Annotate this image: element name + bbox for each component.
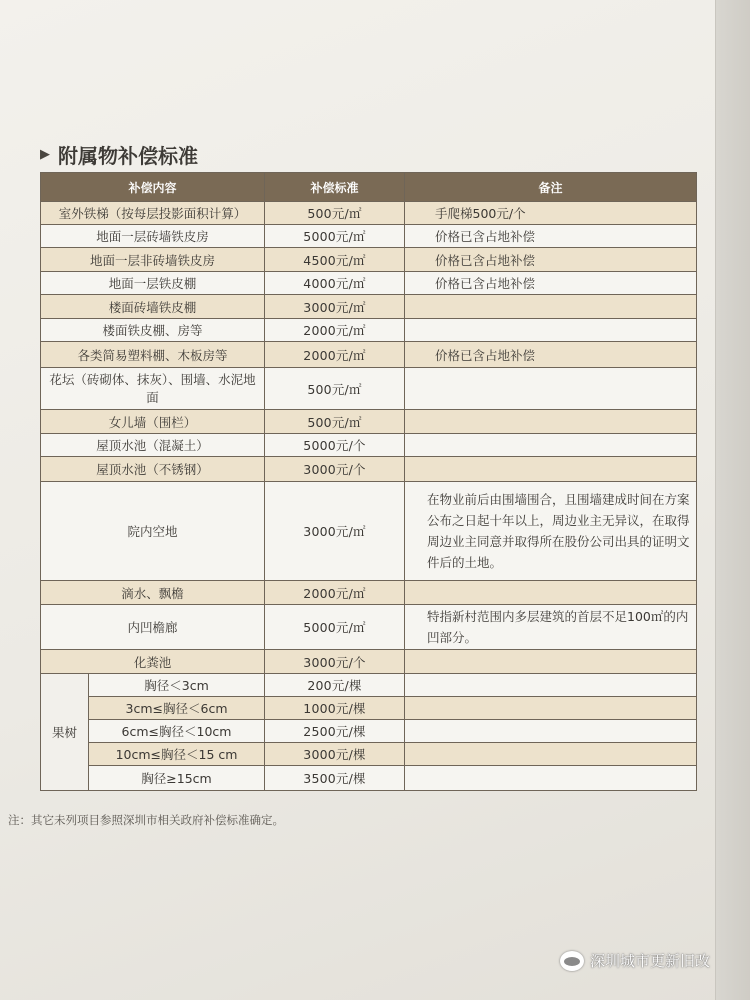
watermark [560,950,710,971]
remark-cell: 价格已含占地补偿 [405,342,697,368]
triangle-bullet-icon: ▶ [40,147,50,162]
fruit-price-cell: 3500元/棵 [265,766,405,791]
price-cell: 500元/㎡ [265,410,405,434]
item-cell: 地面一层砖墙铁皮房 [41,225,265,248]
compensation-table [40,172,697,791]
price-cell: 4000元/㎡ [265,272,405,295]
fruit-price-cell: 3000元/棵 [265,743,405,766]
price-cell: 2000元/㎡ [265,581,405,605]
fruit-range-cell: 胸径＜3cm [89,674,265,697]
section-heading [40,140,198,169]
table-row [41,457,697,482]
table-row [41,674,697,697]
price-cell: 3000元/㎡ [265,295,405,319]
fruit-range-cell: 10cm≤胸径＜15 cm [89,743,265,766]
table-row [41,248,697,272]
fruit-range-cell: 胸径≥15cm [89,766,265,791]
table-row [41,368,697,410]
item-cell: 地面一层铁皮棚 [41,272,265,295]
remark-cell [405,410,697,434]
item-cell: 滴水、飘檐 [41,581,265,605]
item-cell: 化粪池 [41,650,265,674]
fruit-price-cell: 2500元/棵 [265,720,405,743]
item-cell: 花坛（砖砌体、抹灰）、围墙、水泥地面 [41,368,265,410]
item-cell: 室外铁梯（按每层投影面积计算） [41,202,265,225]
remark-cell [405,697,697,720]
fruit-range-cell: 6cm≤胸径＜10cm [89,720,265,743]
table-row [41,650,697,674]
table-row [41,720,697,743]
item-cell: 女儿墙（围栏） [41,410,265,434]
item-cell: 院内空地 [41,482,265,581]
item-cell: 楼面砖墙铁皮棚 [41,295,265,319]
page-edge [715,0,750,1000]
table-row [41,743,697,766]
remark-cell [405,743,697,766]
table-row [41,434,697,457]
fruit-price-cell: 200元/棵 [265,674,405,697]
remark-cell [405,766,697,791]
footnote: 注：其它未列项目参照深圳市相关政府补偿标准确定。 [8,813,284,827]
page-title: 附属物补偿标准 [58,144,198,168]
table-row [41,482,697,581]
remark-cell [405,581,697,605]
table-row [41,272,697,295]
price-cell: 500元/㎡ [265,202,405,225]
price-cell: 5000元/㎡ [265,605,405,650]
column-header-standard: 补偿标准 [265,173,405,202]
remark-cell: 特指新村范围内多层建筑的首层不足100㎡的内凹部分。 [405,605,697,650]
price-cell: 5000元/个 [265,434,405,457]
price-cell: 2000元/㎡ [265,319,405,342]
table-row [41,410,697,434]
table-row [41,697,697,720]
item-cell: 地面一层非砖墙铁皮房 [41,248,265,272]
remark-cell: 价格已含占地补偿 [405,225,697,248]
column-header-content: 补偿内容 [41,173,265,202]
remark-cell [405,368,697,410]
remark-cell [405,650,697,674]
column-header-remark: 备注 [405,173,697,202]
remark-cell: 在物业前后由围墙围合，且围墙建成时间在方案公布之日起十年以上，周边业主无异议，在取得周边业主同意并取得所在股份公司出具的证明文件后的土地。 [405,482,697,581]
remark-cell [405,674,697,697]
remark-cell [405,434,697,457]
remark-cell [405,295,697,319]
remark-cell [405,319,697,342]
price-cell: 2000元/㎡ [265,342,405,368]
watermark-text: 深圳城市更新旧改 [590,952,711,970]
remark-cell [405,457,697,482]
item-cell: 各类简易塑料棚、木板房等 [41,342,265,368]
remark-cell: 手爬梯500元/个 [405,202,697,225]
fruit-tree-label: 果树 [41,674,89,791]
item-cell: 内凹檐廊 [41,605,265,650]
table-row [41,766,697,791]
table-row [41,581,697,605]
table-row [41,295,697,319]
fruit-range-cell: 3cm≤胸径＜6cm [89,697,265,720]
table-row [41,202,697,225]
table-row [41,342,697,368]
table-row [41,225,697,248]
remark-cell: 价格已含占地补偿 [405,248,697,272]
price-cell: 3000元/个 [265,457,405,482]
item-cell: 楼面铁皮棚、房等 [41,319,265,342]
table-row [41,605,697,650]
table-row [41,319,697,342]
wechat-icon [560,951,584,971]
remark-cell [405,720,697,743]
remark-cell: 价格已含占地补偿 [405,272,697,295]
item-cell: 屋顶水池（不锈钢） [41,457,265,482]
item-cell: 屋顶水池（混凝土） [41,434,265,457]
price-cell: 4500元/㎡ [265,248,405,272]
price-cell: 500元/㎡ [265,368,405,410]
price-cell: 5000元/㎡ [265,225,405,248]
fruit-price-cell: 1000元/棵 [265,697,405,720]
price-cell: 3000元/个 [265,650,405,674]
price-cell: 3000元/㎡ [265,482,405,581]
